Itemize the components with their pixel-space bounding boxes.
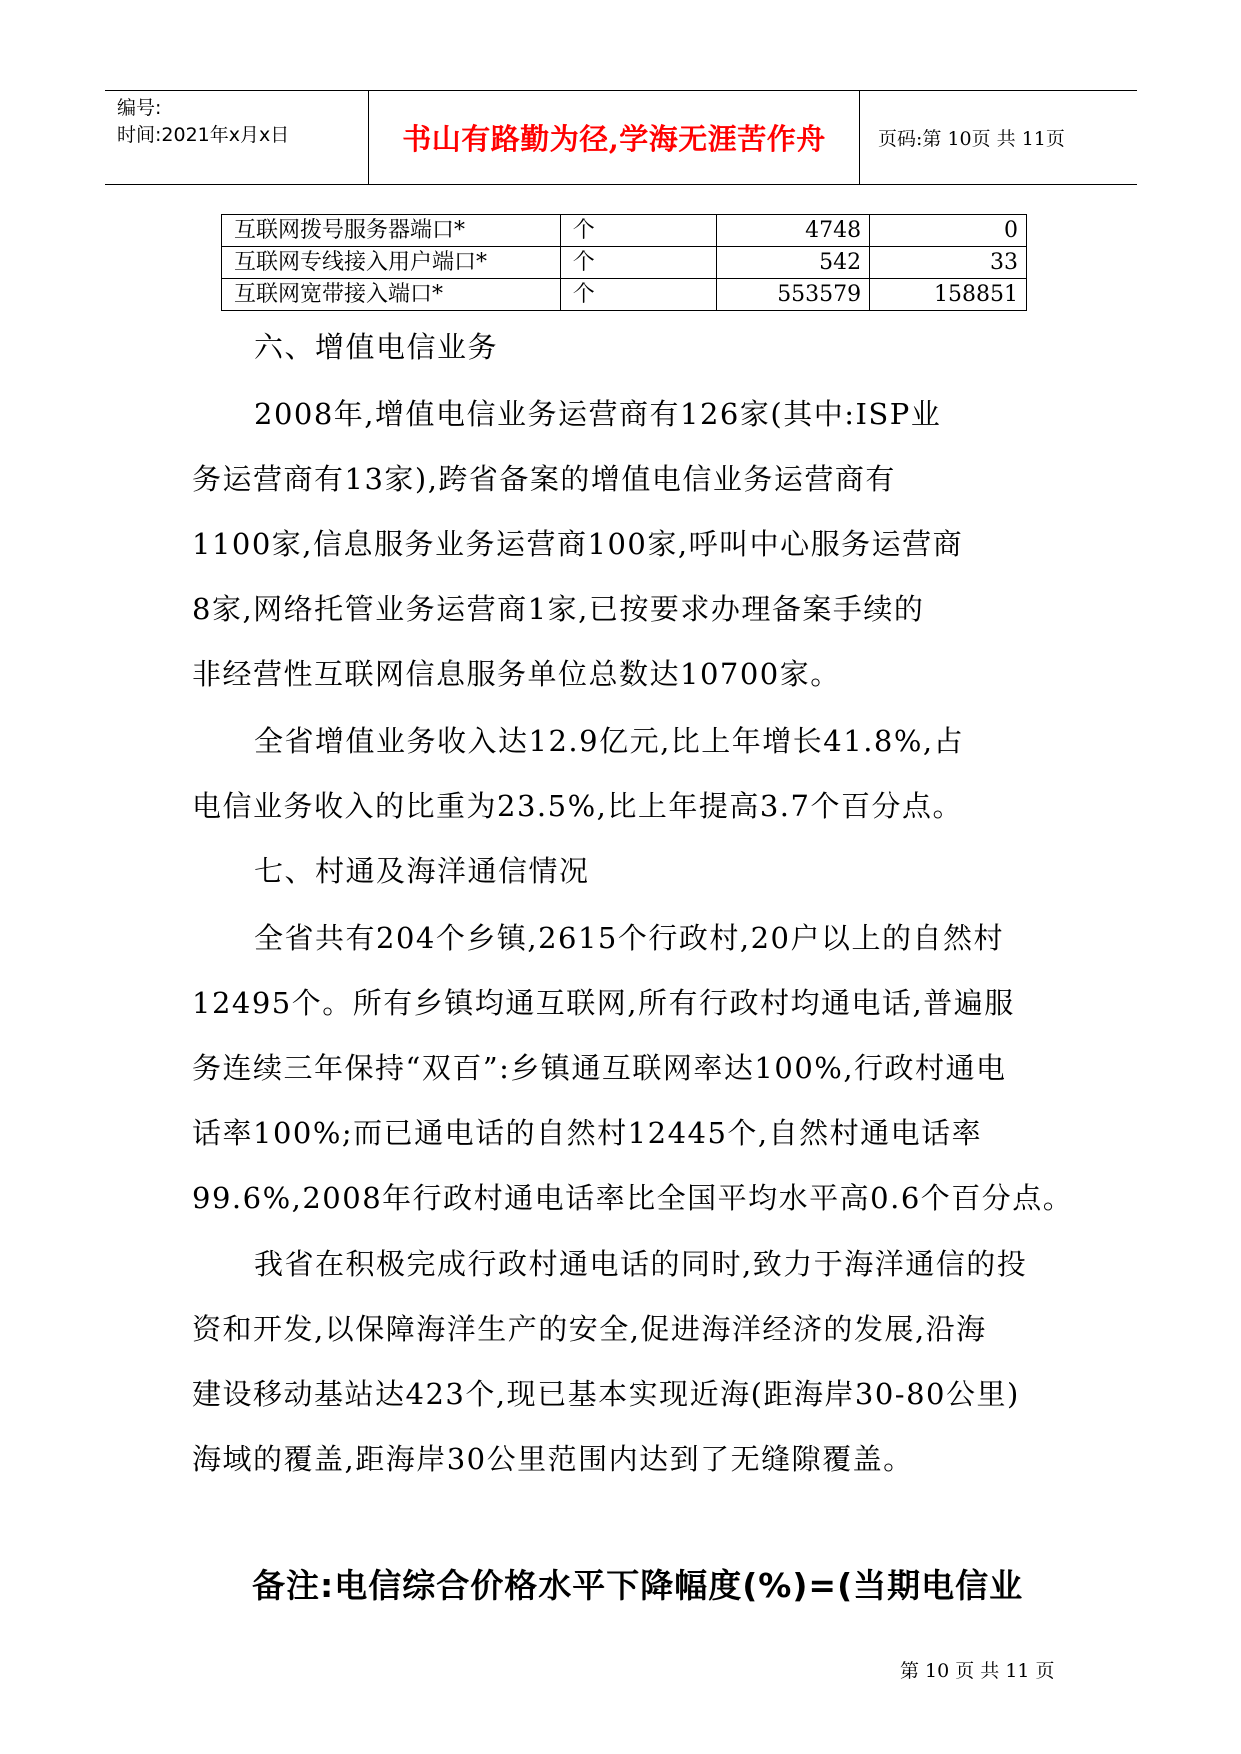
table-cell: 个: [560, 279, 717, 311]
table-cell: 互联网拨号服务器端口*: [222, 215, 561, 247]
paragraph-line: 2008年,增值电信业务运营商有126家(其中:ISP业: [254, 397, 942, 431]
header-page-info: 页码:第 10页 共 11页: [878, 128, 1065, 150]
table-cell: 个: [560, 247, 717, 279]
page-header: [105, 90, 1137, 185]
paragraph-line: 话率100%;而已通电话的自然村12445个,自然村通电话率: [192, 1116, 983, 1150]
table-row: [222, 247, 1027, 279]
paragraph-line: 务运营商有13家),跨省备案的增值电信业务运营商有: [192, 462, 896, 496]
paragraph-line: 全省共有204个乡镇,2615个行政村,20户以上的自然村: [254, 921, 1004, 955]
paragraph-line: 8家,网络托管业务运营商1家,已按要求办理备案手续的: [192, 592, 925, 626]
table-cell: 个: [560, 215, 717, 247]
table-cell: 542: [717, 247, 870, 279]
table-row: [222, 279, 1027, 311]
table-cell: 553579: [717, 279, 870, 311]
header-left-cell: [105, 91, 368, 184]
section-heading: 六、增值电信业务: [254, 330, 499, 364]
section-heading: 七、村通及海洋通信情况: [254, 854, 590, 888]
table-cell: 4748: [717, 215, 870, 247]
header-motto: 书山有路勤为径,学海无涯苦作舟: [402, 122, 826, 156]
table-cell: 33: [870, 247, 1027, 279]
paragraph-line: 1100家,信息服务业务运营商100家,呼叫中心服务运营商: [192, 527, 964, 561]
remark-line: 备注:电信综合价格水平下降幅度(%)=(当期电信业: [252, 1566, 1024, 1605]
table-cell: 互联网专线接入用户端口*: [222, 247, 561, 279]
paragraph-line: 务连续三年保持“双百”:乡镇通互联网率达100%,行政村通电: [192, 1051, 1007, 1085]
paragraph-line: 资和开发,以保障海洋生产的安全,促进海洋经济的发展,沿海: [192, 1312, 987, 1346]
document-time-label: 时间:2021年x月x日: [117, 124, 290, 146]
header-motto-cell: [368, 91, 860, 184]
header-page-cell: [860, 91, 1137, 184]
paragraph-line: 我省在积极完成行政村通电话的同时,致力于海洋通信的投: [254, 1247, 1028, 1281]
table-cell: 互联网宽带接入端口*: [222, 279, 561, 311]
paragraph-line: 12495个。所有乡镇均通互联网,所有行政村均通电话,普遍服: [192, 986, 1015, 1020]
table-cell: 158851: [870, 279, 1027, 311]
paragraph-line: 建设移动基站达423个,现已基本实现近海(距海岸30-80公里): [192, 1377, 1020, 1411]
paragraph-line: 电信业务收入的比重为23.5%,比上年提高3.7个百分点。: [192, 789, 963, 823]
paragraph-line: 全省增值业务收入达12.9亿元,比上年增长41.8%,占: [254, 724, 965, 758]
table-row: [222, 215, 1027, 247]
document-number-label: 编号:: [117, 97, 162, 119]
paragraph-line: 海域的覆盖,距海岸30公里范围内达到了无缝隙覆盖。: [192, 1442, 914, 1476]
paragraph-line: 非经营性互联网信息服务单位总数达10700家。: [192, 657, 841, 691]
paragraph-line: 99.6%,2008年行政村通电话率比全国平均水平高0.6个百分点。: [192, 1181, 1074, 1215]
telecom-ports-table: [221, 214, 1027, 311]
table-cell: 0: [870, 215, 1027, 247]
page-footer: 第 10 页 共 11 页: [900, 1660, 1055, 1682]
